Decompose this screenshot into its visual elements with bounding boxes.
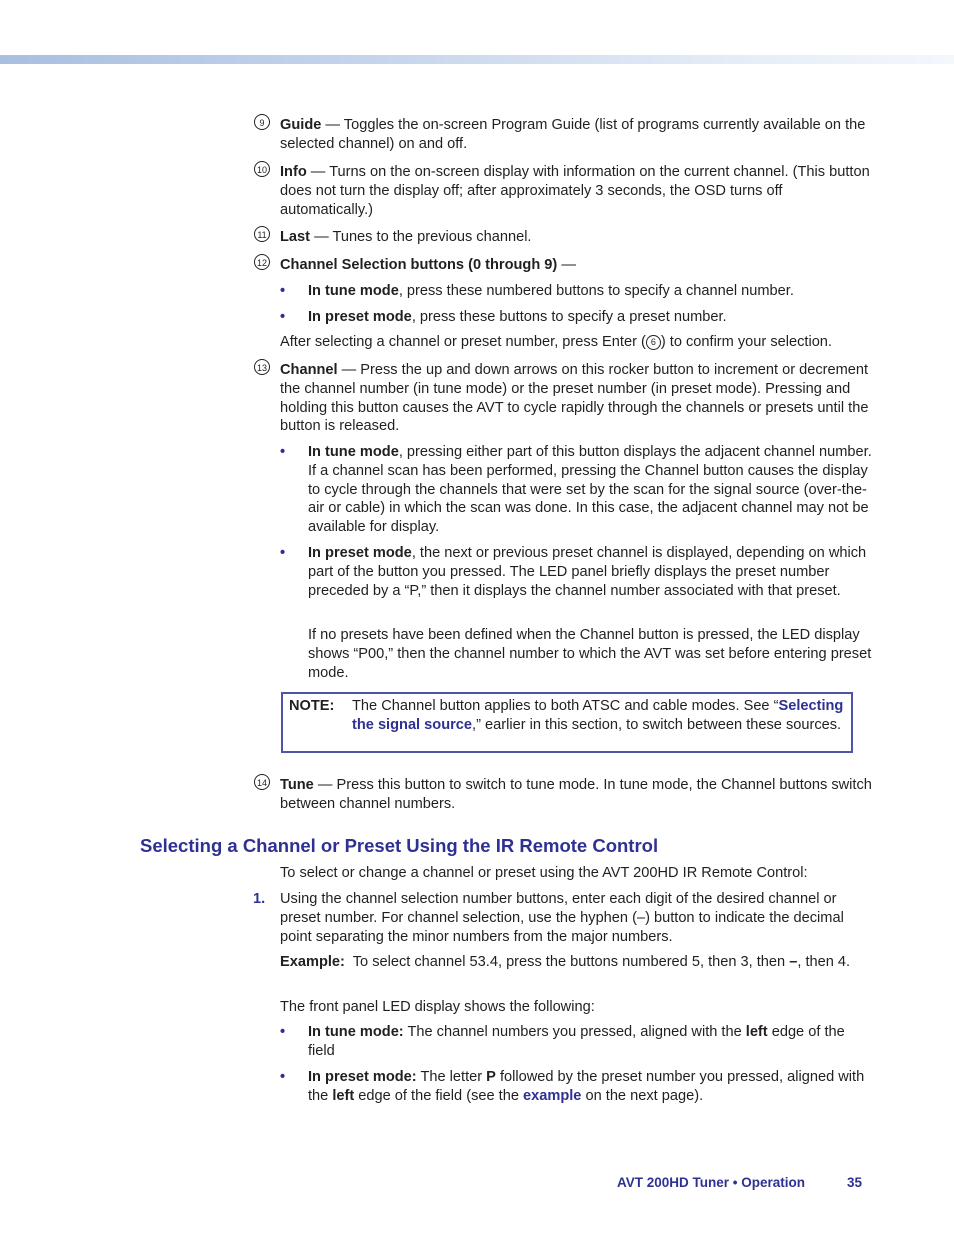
page-number: 35	[847, 1175, 863, 1190]
bullet-term: In preset mode:	[308, 1069, 417, 1085]
info-term: Info	[280, 164, 307, 180]
bullet-term: In preset mode	[308, 309, 412, 325]
channel-description	[280, 361, 872, 436]
bullet-term: In tune mode	[308, 283, 399, 299]
example-label: Example:	[280, 954, 345, 970]
bullet-text: , the next or previous preset channel is displayed, depending on which part of the button you pressed. The LED panel briefly displays the preset number preceded by a “P,” then it displays the channel number associated with that preset.	[308, 545, 867, 599]
callout-9-icon: 9	[254, 114, 270, 130]
last-description	[280, 228, 872, 247]
step-1-text: Using the channel selection number buttons, enter each digit of the desired channel or preset number. For channel selection, use the hyphen (–) button to indicate the decimal point separating the minor numbers from the major numbers.	[280, 891, 844, 945]
list-item	[280, 443, 872, 537]
bullet-text: , press these numbered buttons to specify a channel number.	[398, 283, 794, 299]
callout-12-icon: 12	[254, 254, 270, 270]
tune-text: — Press this button to switch to tune mode. In tune mode, the Channel buttons switch between channel numbers.	[280, 777, 872, 812]
bullet-term: In tune mode:	[308, 1024, 404, 1040]
channel-selection-text: —	[557, 257, 576, 273]
section-intro: To select or change a channel or preset using the AVT 200HD IR Remote Control:	[280, 865, 808, 881]
section-heading: Selecting a Channel or Preset Using the IR Remote Control	[140, 835, 659, 856]
guide-description	[280, 116, 872, 154]
tune-term: Tune	[280, 777, 314, 793]
channel-selection-description	[280, 256, 872, 275]
callout-13-icon: 13	[254, 359, 270, 375]
bullet-icon: •	[280, 444, 286, 460]
bullet-term: In preset mode	[308, 545, 412, 561]
last-text: — Tunes to the previous channel.	[310, 229, 532, 245]
list-item: • In preset mode: The letter P followed by the preset number you pressed, aligned with the left edge of the field (see the example on the next page).	[280, 1069, 865, 1104]
bullet-icon: •	[280, 1069, 286, 1085]
footer-title: AVT 200HD Tuner • Operation	[617, 1175, 806, 1190]
last-term: Last	[280, 229, 311, 245]
callout-10-icon: 10	[254, 161, 270, 177]
step-number: 1.	[253, 891, 266, 907]
info-description	[280, 163, 872, 219]
list-item	[280, 282, 872, 301]
callout-14-icon: 14	[254, 774, 270, 790]
guide-text: — Toggles the on-screen Program Guide (list of programs currently available on the selected channel) on and off.	[280, 117, 866, 152]
bullet-text: , press these buttons to specify a preset number.	[411, 309, 727, 325]
list-item	[280, 544, 872, 600]
selecting-signal-source-link[interactable]: Selecting the signal source	[352, 698, 844, 733]
channel-text: — Press the up and down arrows on this rocker button to increment or decrement the channel number (in tune mode) or the preset number (in preset mode). Pressing and holding this button causes the AVT to cycle rapidly through the channels or presets until the button is released.	[280, 362, 869, 435]
list-item: • In tune mode: The channel numbers you pressed, aligned with the left edge of the field	[280, 1024, 845, 1059]
header-gradient-bar	[0, 55, 954, 64]
bullet-icon: •	[280, 1024, 286, 1040]
bullet-icon: •	[280, 545, 286, 561]
tune-description	[280, 776, 872, 814]
info-text: — Turns on the on-screen display with information on the current channel. (This button does not turn the display off; after approximately 3 seconds, the OSD turns off automatically.)	[280, 164, 870, 218]
led-display-intro: The front panel LED display shows the following:	[280, 999, 595, 1015]
channel-term: Channel	[280, 362, 338, 378]
after-selecting-text: After selecting a channel or preset number, press Enter ( 6 ) to confirm your selection.	[280, 334, 832, 350]
guide-term: Guide	[280, 117, 322, 133]
bullet-icon: •	[280, 283, 286, 299]
bullet-icon: •	[280, 309, 286, 325]
channel-selection-term: Channel Selection buttons (0 through 9)	[280, 257, 558, 273]
callout-11-icon: 11	[254, 226, 270, 242]
enter-key-icon: 6	[646, 335, 661, 350]
note-label: NOTE:	[289, 698, 335, 714]
list-item	[280, 308, 872, 327]
example-link[interactable]: example	[523, 1087, 582, 1104]
bullet-text: , pressing either part of this button displays the adjacent channel number. If a channel scan has been performed, pressing the Channel button causes the display to cycle through the channels that were set by the scan for the signal source (over-the-air or cable) in which the scan was done. In this case, the adjacent channel may not be available for display.	[308, 444, 872, 536]
no-presets-text: If no presets have been defined when the Channel button is pressed, the LED display shows “P00,” then the channel number to which the AVT was set before entering preset mode.	[308, 627, 872, 681]
note-box	[281, 692, 853, 753]
example-text: Example: To select channel 53.4, press the buttons numbered 5, then 3, then –, then 4.	[280, 954, 851, 970]
bullet-term: In tune mode	[308, 444, 399, 460]
note-text: The Channel button applies to both ATSC and cable modes. See “Selecting the signal source,” earlier in this section, to switch between these sources.	[352, 698, 844, 733]
